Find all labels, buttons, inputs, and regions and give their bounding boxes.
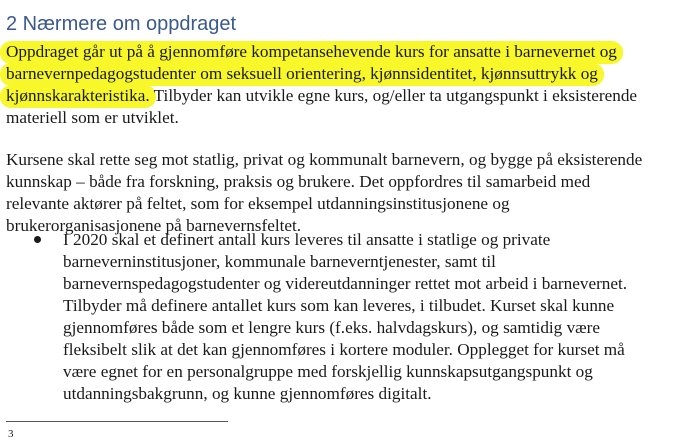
- paragraph1-line3: [6, 85, 637, 107]
- paragraph2-line2: kunnskap – både fra forskning, praksis og brukere. Det oppfordres til samarbeid med: [6, 172, 591, 191]
- paragraph1-line4: materiell som er utviklet.: [6, 108, 179, 127]
- paragraph2-line4: brukerorganisasjonene på barnevernsfeltet.: [6, 216, 302, 235]
- bullet-line3: barnevernspedagogstudenter og videreutdanninger rettet mot arbeid i barnevernet.: [63, 274, 628, 293]
- footnote-separator: [6, 421, 228, 422]
- paragraph1-line2: [6, 63, 598, 85]
- section-heading: 2 Nærmere om oppdraget: [6, 13, 237, 35]
- bullet-line2: barneverninstitusjoner, kommunale barneverntjenester, samt til: [63, 252, 496, 271]
- paragraph2-line1: Kursene skal rette seg mot statlig, privat og kommunalt barnevern, og bygge på eksisterende: [6, 150, 643, 169]
- bullet-line6: fleksibelt slik at det kan gjennomføres i kortere moduler. Opplegget for kurset må: [63, 340, 625, 359]
- bullet-line1: I 2020 skal et definert antall kurs leveres til ansatte i statlige og private: [63, 230, 551, 249]
- highlighted-text: Oppdraget går ut på å gjennomføre kompetansehevende kurs for ansatte i barnevernet og: [2, 42, 621, 61]
- bullet-line8: utdanningsbakgrunn, og kunne gjennomføres digitalt.: [63, 384, 432, 403]
- footnote-marker: 3: [8, 428, 14, 440]
- paragraph1-line3-rest: Tilbyder kan utvikle egne kurs, og/eller ta utgangspunkt i eksisterende: [149, 86, 638, 105]
- paragraph2-line3: relevante aktører på feltet, som for eksempel utdanningsinstitusjonene og: [6, 194, 510, 213]
- highlighted-text: barnevernpedagogstudenter om seksuell orientering, kjønnsidentitet, kjønnsuttrykk og: [2, 64, 602, 83]
- highlighted-text: kjønnskarakteristika.: [2, 86, 154, 105]
- paragraph1-line1: [6, 41, 617, 63]
- bullet-line4: Tilbyder må definere antallet kurs som kan leveres, i tilbudet. Kurset skal kunne: [63, 296, 615, 315]
- bullet-marker: [34, 236, 41, 243]
- bullet-line7: være egnet for en personalgruppe med forskjellig kunnskapsutgangspunkt og: [63, 362, 593, 381]
- bullet-line5: gjennomføres både som et lengre kurs (f.eks. halvdagskurs), og samtidig være: [63, 318, 600, 337]
